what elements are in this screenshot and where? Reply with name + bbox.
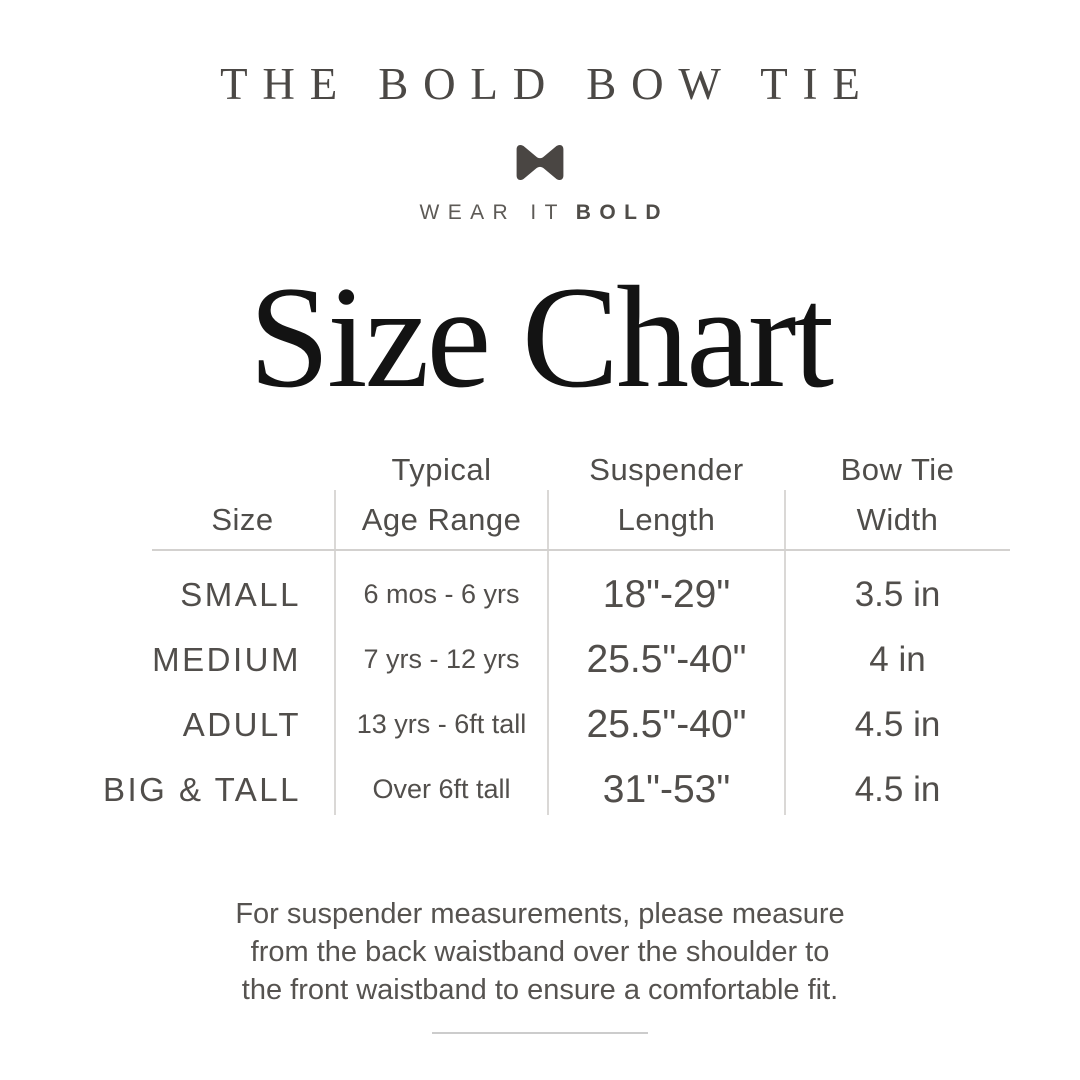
measurement-note [0,895,1080,1009]
column-header-suspender-length: Suspender Length [589,452,744,537]
brand-tagline [0,201,1080,225]
page-title: Size Chart [248,256,832,418]
table-row-adult-age: 13 yrs - 6ft tall [356,709,527,739]
table-row-bigtall-age: Over 6ft tall [372,774,511,804]
bow-tie-icon [0,142,1080,183]
table-row-adult-width: 4.5 in [854,704,941,744]
measurement-note-line-2: from the back waistband over the shoulder to [250,936,830,968]
tagline-bold: BOLD [575,201,669,224]
column-header-age-range: Typical Age Range [361,452,522,537]
table-row-medium-size: MEDIUM [152,640,301,678]
footer-divider [432,1032,648,1034]
table-row-bigtall-suspender: 31"-53" [602,767,731,811]
column-header-size: Size [211,501,274,537]
table-row-adult-size: ADULT [182,705,301,743]
table-row-bigtall-size: BIG & TALL [102,770,301,808]
table-row-small-suspender: 18"-29" [602,572,731,616]
tagline-regular: WEAR IT [419,201,566,224]
table-row-small-age: 6 mos - 6 yrs [363,579,520,609]
table-body [102,562,1010,822]
size-table [102,445,1010,830]
table-row-medium-age: 7 yrs - 12 yrs [363,644,520,674]
table-row-small-width: 3.5 in [854,574,941,614]
measurement-note-line-1: For suspender measurements, please measure [235,898,845,930]
table-row-small-size: SMALL [180,575,301,613]
table-row-bigtall-width: 4.5 in [854,769,941,809]
column-header-bow-tie-width: Bow Tie Width [840,452,955,537]
table-header-row [150,445,1010,549]
table-row-medium-width: 4 in [869,639,926,679]
measurement-note-line-3: the front waistband to ensure a comfortable fit. [241,974,839,1006]
brand-title: THE BOLD BOW TIE [220,59,875,109]
table-row-adult-suspender: 25.5"-40" [586,702,747,746]
table-row-medium-suspender: 25.5"-40" [586,637,747,681]
